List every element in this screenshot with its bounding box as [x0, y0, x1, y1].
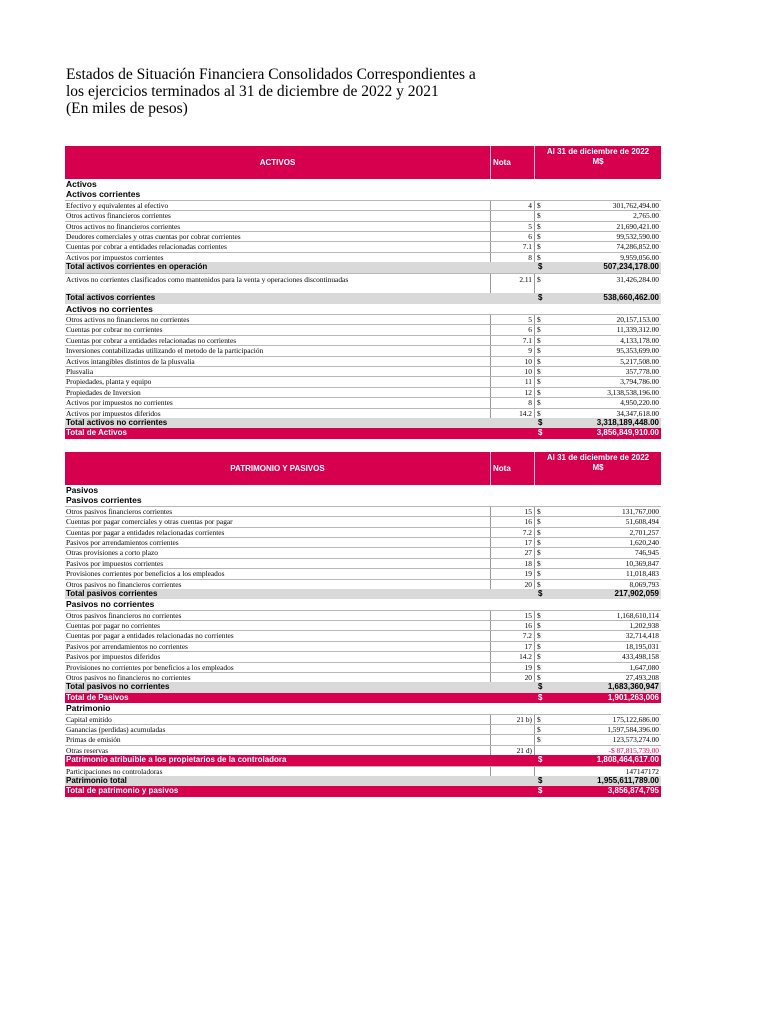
table-row	[65, 397, 661, 407]
row-label: Otros activos no financieros no corrientes	[66, 315, 190, 325]
row-currency: $	[537, 387, 541, 397]
row-amount: 10,369,847	[625, 558, 659, 568]
header-nota: Nota	[490, 452, 535, 485]
row-currency: $	[537, 579, 541, 589]
row-currency: $	[537, 724, 541, 734]
table-row	[65, 568, 661, 578]
row-nota: 7.1	[490, 242, 535, 252]
table-row	[65, 200, 661, 210]
row-currency: $	[537, 569, 541, 579]
row-amount: 3,794,786.00	[620, 377, 659, 387]
subsection-pasivos-corrientes: Pasivos corrientes	[66, 495, 142, 506]
row-nota: 15	[490, 507, 535, 517]
table-row	[65, 408, 661, 418]
row-amount: 1,620,240	[629, 537, 659, 547]
row-amount: 1,597,584,396.00	[607, 724, 659, 734]
row-amount: 123,573,274.00	[612, 735, 659, 745]
activos-header	[65, 146, 661, 179]
row-label: Otros pasivos financieros no corrientes	[66, 610, 182, 620]
row-amount: 433,498,158	[622, 652, 659, 662]
grand-total-row	[65, 693, 661, 703]
table-row	[65, 221, 661, 231]
row-label: Cuentas por pagar a entidades relacionadas corrientes	[66, 527, 225, 537]
row-amount: 357,778.00	[625, 367, 659, 377]
row-currency: $	[538, 293, 543, 303]
row-amount: 1,901,263,006	[607, 692, 659, 702]
row-nota	[490, 262, 535, 272]
row-currency: $	[537, 621, 541, 631]
table-row	[65, 610, 661, 620]
table-row	[65, 324, 661, 334]
section-patrimonio: Patrimonio	[66, 703, 111, 714]
table-row	[65, 620, 661, 630]
row-label: Activos por impuestos diferidos	[66, 408, 161, 418]
table-row	[65, 241, 661, 251]
table-row	[65, 537, 661, 547]
row-label: Total de patrimonio y pasivos	[66, 786, 179, 796]
row-currency: $	[538, 682, 543, 692]
subsection-pasivos-no-corrientes: Pasivos no corrientes	[66, 599, 155, 610]
row-label: Efectivo y equivalentes al efectivo	[66, 200, 169, 210]
row-label: Patrimonio atribuible a los propietarios de la controladora	[66, 755, 287, 765]
row-currency: $	[537, 673, 541, 683]
row-currency: $	[537, 558, 541, 568]
row-amount: 2,765.00	[633, 211, 659, 221]
row-amount: 3,138,538,196.00	[607, 387, 659, 397]
row-amount: 21,690,421.00	[616, 221, 659, 231]
row-nota: 19	[490, 663, 535, 673]
table-row	[65, 672, 661, 682]
row-currency: $	[537, 346, 541, 356]
row-label: Activos intangibles distintos de la plusvalia	[66, 356, 195, 366]
table-row	[65, 630, 661, 640]
row-amount: 99,532,590.00	[616, 231, 659, 241]
row-label: Otros pasivos no financieros corrientes	[66, 579, 182, 589]
row-currency: $	[537, 537, 541, 547]
row-label: Provisiones no corrientes por beneficios a los empleados	[66, 662, 234, 672]
row-currency: $	[538, 775, 543, 785]
row-nota	[490, 293, 535, 303]
row-nota: 5	[490, 315, 535, 325]
row-amount: 9,959,056.00	[620, 252, 659, 262]
row-currency: $	[537, 274, 541, 284]
table-row	[65, 231, 661, 241]
row-amount: 11,339,312.00	[616, 325, 659, 335]
row-label: Deudores comerciales y otras cuentas por cobrar corrientes	[66, 231, 241, 241]
row-currency: $	[537, 735, 541, 745]
row-currency: $	[537, 610, 541, 620]
row-currency: $	[538, 692, 543, 702]
row-nota	[490, 428, 535, 438]
row-amount: 32,714,418	[625, 631, 659, 641]
row-nota: 17	[490, 642, 535, 652]
row-nota: 10	[490, 367, 535, 377]
total-row	[65, 589, 661, 599]
row-nota: 21 b)	[490, 715, 535, 725]
patrimonio-pasivos-table	[65, 452, 661, 797]
row-amount: 217,902,059	[614, 588, 659, 598]
row-currency: $	[537, 714, 541, 724]
row-amount: 74,286,852.00	[616, 242, 659, 252]
row-nota: 8	[490, 253, 535, 263]
row-label: Primas de emisión	[66, 735, 121, 745]
row-label: Plusvalia	[66, 367, 94, 377]
row-nota: 19	[490, 569, 535, 579]
row-currency: $	[537, 641, 541, 651]
subsection-activos-no-corrientes: Activos no corrientes	[66, 303, 153, 314]
row-label: Cuentas por cobrar no corrientes	[66, 325, 163, 335]
row-label: Total activos corrientes	[66, 293, 156, 303]
total-row	[65, 418, 661, 428]
header-period-unit: M$	[592, 463, 604, 472]
row-nota: 20	[490, 673, 535, 683]
row-amount: 1,202,938	[629, 621, 659, 631]
row-nota: 6	[490, 232, 535, 242]
row-label: Total de Activos	[66, 428, 127, 438]
header-period	[535, 146, 661, 180]
row-nota: 14.2	[490, 652, 535, 662]
row-label: Total activos no corrientes	[66, 418, 168, 427]
table-row	[65, 314, 661, 324]
row-amount: 1,955,611,789.00	[597, 775, 659, 785]
table-row	[65, 724, 661, 734]
row-nota: 11	[490, 377, 535, 387]
header-nota: Nota	[490, 146, 535, 179]
row-label: Provisiones corrientes por beneficios a los empleados	[66, 569, 225, 579]
row-label: Participaciones no controladoras	[66, 766, 163, 776]
grand-total-row	[65, 428, 661, 438]
row-nota: 12	[490, 388, 535, 398]
row-nota: 14.2	[490, 409, 535, 419]
row-nota: 8	[490, 398, 535, 408]
row-nota: 4	[490, 201, 535, 211]
title-line-1: Estados de Situación Financiera Consolidados Correspondientes a	[66, 66, 476, 83]
row-currency: $	[537, 211, 541, 221]
table-row	[65, 641, 661, 651]
table-row	[65, 734, 661, 744]
row-amount: 538,660,462.00	[603, 293, 659, 303]
table-row	[65, 662, 661, 672]
row-amount: 31,426,284.00	[616, 274, 659, 284]
row-currency: $	[537, 367, 541, 377]
row-nota: 20	[490, 580, 535, 590]
row-currency: $	[537, 527, 541, 537]
table-row	[65, 345, 661, 355]
row-currency: $	[537, 398, 541, 408]
row-currency: $	[537, 221, 541, 231]
document-title	[66, 66, 626, 117]
section-pasivos: Pasivos	[66, 485, 99, 495]
row-label: Total de Pasivos	[66, 692, 129, 702]
row-amount: 507,234,178.00	[603, 262, 659, 272]
header-period-date: Al 31 de diciembre de 2022	[546, 147, 650, 156]
row-label: Activos por impuestos no corrientes	[66, 398, 173, 408]
row-label: Propiedades de Inversion	[66, 387, 141, 397]
row-nota: 27	[490, 548, 535, 558]
row-currency: $	[537, 231, 541, 241]
row-label: Inversiones contabilizadas utilizando el metodo de la participación	[66, 346, 264, 356]
table-row	[65, 252, 661, 262]
row-currency: $	[538, 418, 543, 427]
row-nota: 5	[490, 222, 535, 232]
row-label: Activos por impuestos corrientes	[66, 252, 164, 262]
row-label: Otras provisiones a corto plazo	[66, 548, 158, 558]
row-amount: 1,647,080	[629, 662, 659, 672]
row-nota: 2.11	[490, 274, 535, 295]
row-amount: 2,701,257	[629, 527, 659, 537]
table-row	[65, 335, 661, 345]
row-nota: 21 d)	[490, 746, 535, 756]
row-label: Otros pasivos no financieros no corrientes	[66, 673, 191, 683]
title-line-3: (En miles de pesos)	[66, 100, 188, 117]
table-row	[65, 210, 661, 220]
row-label: Total activos corrientes en operación	[66, 262, 208, 272]
row-currency: $	[537, 325, 541, 335]
row-amount: 8,069,793	[629, 579, 659, 589]
row-nota: 16	[490, 621, 535, 631]
row-nota: 6	[490, 325, 535, 335]
row-amount: 131,767,000	[622, 506, 659, 516]
row-amount: 34,347,618.00	[616, 408, 659, 418]
row-amount: 301,762,494.00	[612, 200, 659, 210]
row-nota: 10	[490, 357, 535, 367]
row-label: Total pasivos no corrientes	[66, 682, 170, 692]
row-nota: 9	[490, 346, 535, 356]
table-row	[65, 547, 661, 557]
row-nota: 7.2	[490, 631, 535, 641]
row-label: Pasivos por arrendamientos no corrientes	[66, 641, 188, 651]
row-currency: $	[537, 200, 541, 210]
row-amount: 1,683,360,947	[607, 682, 659, 692]
row-label: Otros activos no financieros corrientes	[66, 221, 181, 231]
row-label: Otros activos financieros corrientes	[66, 211, 171, 221]
row-currency: $	[537, 408, 541, 418]
row-label: Cuentas por cobrar a entidades relacionadas no corrientes	[66, 335, 237, 345]
row-currency: $	[537, 242, 541, 252]
header-period-unit: M$	[592, 157, 604, 166]
row-currency: $	[537, 662, 541, 672]
table-row	[65, 714, 661, 724]
row-label: Otras reservas	[66, 745, 109, 755]
row-amount: 175,122,686.00	[612, 714, 659, 724]
row-amount: 95,353,699.00	[616, 346, 659, 356]
row-nota	[490, 776, 535, 786]
grand-total-row	[65, 786, 661, 796]
row-amount: 1,808,464,617.00	[596, 755, 659, 765]
row-amount: 1,168,610,114	[616, 610, 659, 620]
table-row	[65, 366, 661, 376]
table-row	[65, 516, 661, 526]
row-amount: 20,157,153.00	[616, 315, 659, 325]
pasivos-header	[65, 452, 661, 485]
table-row	[65, 745, 661, 755]
table-row	[65, 558, 661, 568]
row-currency: $	[537, 315, 541, 325]
total-row	[65, 293, 661, 303]
table-row	[65, 579, 661, 589]
row-label: Pasivos por arrendamientos corrientes	[66, 537, 179, 547]
total-row	[65, 682, 661, 692]
row-currency: $	[537, 652, 541, 662]
row-label: Patrimonio total	[66, 775, 127, 785]
row-currency: $	[538, 428, 543, 438]
row-currency: $	[537, 377, 541, 387]
highlight-row	[65, 755, 661, 765]
table-row	[65, 376, 661, 386]
row-currency: $	[538, 588, 543, 598]
row-amount: 3,856,874,795	[607, 786, 659, 796]
row-amount: 27,493,208	[625, 673, 659, 683]
row-label: Cuentas por pagar a entidades relacionadas no corrientes	[66, 631, 234, 641]
table-row	[65, 506, 661, 516]
row-currency: $	[538, 755, 543, 765]
header-period-date: Al 31 de diciembre de 2022	[546, 453, 650, 462]
row-label: Capital emitido	[66, 714, 112, 724]
activos-table	[65, 146, 661, 439]
row-nota: 17	[490, 538, 535, 548]
title-line-2: los ejercicios terminados al 31 de diciembre de 2022 y 2021	[66, 83, 439, 100]
row-currency: $	[538, 262, 543, 272]
row-amount: -$ 87,815,739.00	[608, 745, 659, 755]
row-label: Total pasivos corrientes	[66, 588, 158, 598]
row-currency: $	[537, 548, 541, 558]
row-amount: 746,945	[634, 548, 659, 558]
header-title: PATRIMONIO Y PASIVOS	[230, 464, 325, 473]
table-row	[65, 766, 661, 776]
row-amount: 3,856,849,910.00	[596, 428, 659, 438]
row-nota	[490, 786, 535, 796]
row-label: Cuentas por cobrar a entidades relacionadas corrientes	[66, 242, 227, 252]
row-amount: 5,217,508.00	[620, 356, 659, 366]
row-nota: 18	[490, 559, 535, 569]
row-currency: $	[537, 252, 541, 262]
table-row	[65, 651, 661, 661]
row-nota	[490, 418, 535, 428]
row-nota: 16	[490, 517, 535, 527]
row-label: Propiedades, planta y equipo	[66, 377, 152, 387]
total-row	[65, 776, 661, 786]
row-label: Cuentas por pagar comerciales y otras cuentas por pagar	[66, 517, 233, 527]
row-label: Otros pasivos financieros corrientes	[66, 506, 173, 516]
row-amount: 4,133,178.00	[620, 335, 659, 345]
row-label: Cuentas por pagar no corrientes	[66, 621, 160, 631]
row-amount: 18,195,031	[625, 641, 659, 651]
row-currency: $	[538, 786, 543, 796]
row-currency: $	[537, 631, 541, 641]
row-nota: 7.1	[490, 336, 535, 346]
row-label: Pasivos por impuestos diferidos	[66, 652, 161, 662]
row-label: Ganancias (perdidas) acumuladas	[66, 724, 166, 734]
header-title: ACTIVOS	[259, 158, 296, 167]
row-label: Activos no corrientes clasificados como mantenidos para la venta y operaciones discontinuadas	[66, 274, 349, 284]
row-amount: 147147172	[625, 766, 659, 776]
header-period	[535, 452, 661, 486]
table-row	[65, 356, 661, 366]
row-nota	[490, 682, 535, 692]
row-amount: 51,608,494	[625, 517, 659, 527]
table-row	[65, 387, 661, 397]
row-currency: $	[537, 356, 541, 366]
row-currency: $	[537, 335, 541, 345]
row-nota	[490, 693, 535, 703]
row-amount: 3,318,189,448.00	[596, 418, 659, 427]
table-row	[65, 273, 661, 294]
row-currency: $	[537, 517, 541, 527]
row-nota: 7.2	[490, 528, 535, 538]
subsection-activos-corrientes: Activos corrientes	[66, 189, 141, 200]
subtotal-row	[65, 262, 661, 272]
table-row	[65, 527, 661, 537]
row-amount: 4,950,220.00	[620, 398, 659, 408]
row-nota	[490, 755, 535, 765]
row-amount: 11,018,483	[626, 569, 659, 579]
row-currency: $	[537, 506, 541, 516]
row-label: Pasivos por impuestos corrientes	[66, 558, 164, 568]
section-activos: Activos	[66, 179, 97, 189]
row-nota: 15	[490, 611, 535, 621]
row-nota	[490, 589, 535, 599]
